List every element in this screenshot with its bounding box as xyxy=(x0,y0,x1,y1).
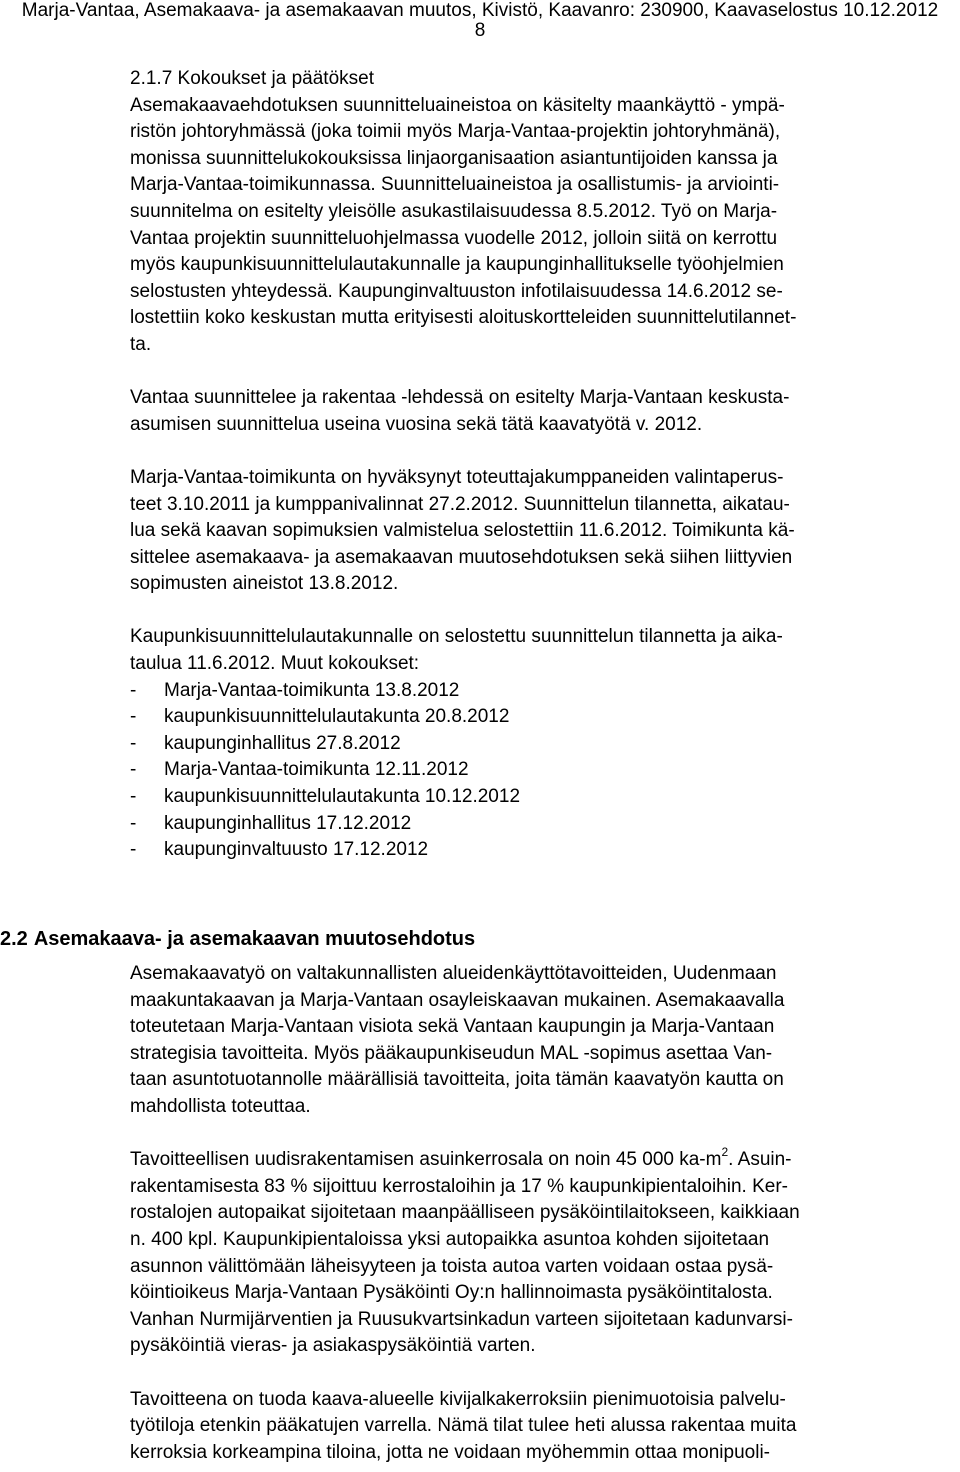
text-line: Marja-Vantaa-toimikunta on hyväksynyt toteuttajakumppaneiden valintaperus- xyxy=(130,466,784,488)
text-line: asumisen suunnittelua useina vuosina sekä tätä kaavatyötä v. 2012. xyxy=(130,413,703,435)
paragraph-services xyxy=(130,1387,958,1467)
text-line: taulua 11.6.2012. Muut kokoukset: xyxy=(130,653,420,675)
text-line: Marja-Vantaa-toimikunnassa. Suunnitteluaineistoa ja osallistumis- ja arviointi- xyxy=(130,174,780,196)
list-item-text: kaupunginhallitus 27.8.2012 xyxy=(164,732,401,754)
paragraph-board xyxy=(130,624,958,677)
text-line: n. 400 kpl. Kaupunkipientaloissa yksi autopaikka asuntoa kohden sijoitetaan xyxy=(130,1228,770,1250)
text-line: ristön johtoryhmässä (joka toimii myös Marja-Vantaa-projektin johtoryhmänä), xyxy=(130,121,781,143)
list-item xyxy=(130,704,958,731)
text-line: pysäköintiä vieras- ja asiakaspysäköintiä varten. xyxy=(130,1335,536,1357)
text-fragment: . Asuin- xyxy=(728,1149,792,1171)
list-item xyxy=(130,678,958,705)
text-line: teet 3.10.2011 ja kumppanivalinnat 27.2.2012. Suunnittelun tilannetta, aikatau- xyxy=(130,493,790,515)
text-line: maakuntakaavan ja Marja-Vantaan osayleiskaavan mukainen. Asemakaavalla xyxy=(130,989,785,1011)
text-line: sopimusten aineistot 13.8.2012. xyxy=(130,573,399,595)
list-item xyxy=(130,731,958,758)
text-line: rostalojen autopaikat sijoitetaan maanpäälliseen pysäköintilaitokseen, kaikkiaan xyxy=(130,1202,800,1224)
text-line: rakentamisesta 83 % sijoittuu kerrostaloihin ja 17 % kaupunkipientaloihin. Ker- xyxy=(130,1175,788,1197)
list-item xyxy=(130,757,958,784)
list-item-text: kaupunginvaltuusto 17.12.2012 xyxy=(164,839,429,861)
text-line: toteutetaan Marja-Vantaan visiota sekä Vantaan kaupungin ja Marja-Vantaan xyxy=(130,1016,775,1038)
text-line: suunnitelma on esitelty yleisölle asukastilaisuudessa 8.5.2012. Työ on Marja- xyxy=(130,200,778,222)
text-line: Vantaa projektin suunnitteluohjelmassa vuodelle 2012, jolloin siitä on kerrottu xyxy=(130,227,778,249)
section-number: 2.2 xyxy=(0,928,28,950)
paragraph-housing xyxy=(130,1144,958,1360)
text-line xyxy=(130,1144,958,1174)
text-line: lua sekä kaavan sopimuksien valmistelua selostettiin 11.6.2012. Toimikunta kä- xyxy=(130,520,795,542)
text-line: Vanhan Nurmijärventien ja Ruusukvartsinkadun varteen sijoitetaan kadunvarsi- xyxy=(130,1308,793,1330)
list-item-text: kaupunkisuunnittelulautakunta 10.12.2012 xyxy=(164,786,521,808)
text-line: Vantaa suunnittelee ja rakentaa -lehdessä on esitelty Marja-Vantaan keskusta- xyxy=(130,387,790,409)
list-item xyxy=(130,837,958,864)
page-number: 8 xyxy=(474,20,486,41)
list-dash: - xyxy=(130,759,137,781)
list-dash: - xyxy=(130,812,137,834)
paragraph-plan-goals xyxy=(130,961,958,1121)
meetings-list xyxy=(130,678,958,864)
text-line: lostettiin koko keskustan mutta erityisesti aloituskortteleiden suunnittelutilannet- xyxy=(130,307,797,329)
text-line: mahdollista toteuttaa. xyxy=(130,1095,311,1117)
text-line: Asemakaavatyö on valtakunnallisten alueidenkäyttötavoitteiden, Uudenmaan xyxy=(130,963,777,984)
list-dash: - xyxy=(130,786,137,808)
text-line: kerroksia korkeampina tiloina, jotta ne voidaan myöhemmin ottaa monipuoli- xyxy=(130,1441,770,1463)
paragraph-meetings-1 xyxy=(130,93,958,359)
text-line: Kaupunkisuunnittelulautakunnalle on selostettu suunnittelun tilannetta ja aika- xyxy=(130,626,783,648)
text-line: Tavoitteena on tuoda kaava-alueelle kivijalkakerroksiin pienimuotoisia palvelu- xyxy=(130,1388,786,1410)
paragraph-newspaper xyxy=(130,385,958,438)
text-line: myös kaupunkisuunnittelulautakunnalle ja kaupunginhallitukselle työohjelmien xyxy=(130,254,784,276)
section-2-1-7 xyxy=(130,66,958,864)
text-line: sittelee asemakaava- ja asemakaavan muutosehdotuksen sekä siihen liittyvien xyxy=(130,546,793,568)
paragraph-committee xyxy=(130,465,958,598)
text-fragment: Tavoitteellisen uudisrakentamisen asuinkerrosala on noin 45 000 ka-m xyxy=(130,1149,722,1171)
section-heading-text: Asemakaava- ja asemakaavan muutosehdotus xyxy=(33,928,476,950)
list-item-text: kaupunkisuunnittelulautakunta 20.8.2012 xyxy=(164,706,510,728)
section-title: 2.1.7 Kokoukset ja päätökset xyxy=(130,68,374,89)
text-line: strategisia tavoitteita. Myös pääkaupunkiseudun MAL -sopimus asettaa Van- xyxy=(130,1042,773,1064)
text-line: ta. xyxy=(130,333,152,355)
text-line: monissa suunnittelukokouksissa linjaorganisaation asiantuntijoiden kanssa ja xyxy=(130,147,778,169)
text-line: asunnon välittömään läheisyyteen ja toista autoa varten voidaan ostaa pysä- xyxy=(130,1255,774,1277)
text-line: työtiloja etenkin pääkatujen varrella. Nämä tilat tulee heti alussa rakentaa muita xyxy=(130,1415,797,1437)
list-item-text: Marja-Vantaa-toimikunta 13.8.2012 xyxy=(164,679,460,701)
list-item-text: Marja-Vantaa-toimikunta 12.11.2012 xyxy=(164,759,469,781)
superscript: 2 xyxy=(721,1144,729,1159)
list-item xyxy=(130,811,958,838)
text-line: selostusten yhteydessä. Kaupunginvaltuuston infotilaisuudessa 14.6.2012 se- xyxy=(130,280,783,302)
text-line: taan asuntotuotannolle määrällisiä tavoitteita, joita tämän kaavatyön kautta on xyxy=(130,1069,784,1091)
list-dash: - xyxy=(130,839,137,861)
list-dash: - xyxy=(130,679,137,701)
text-line: Asemakaavaehdotuksen suunnitteluaineistoa on käsitelty maankäyttö - ympä- xyxy=(130,94,785,116)
list-dash: - xyxy=(130,706,137,728)
section-2-2 xyxy=(130,961,958,1466)
list-item xyxy=(130,784,958,811)
page-header xyxy=(0,0,960,41)
list-dash: - xyxy=(130,732,137,754)
list-item-text: kaupunginhallitus 17.12.2012 xyxy=(164,812,412,834)
header-title: Marja-Vantaa, Asemakaava- ja asemakaavan muutos, Kivistö, Kaavanro: 230900, Kaavaselostus 10.12.2012 xyxy=(21,0,939,21)
section-heading-2-2 xyxy=(0,926,960,952)
text-line: köintioikeus Marja-Vantaan Pysäköinti Oy:n hallinnoimasta pysäköintitalosta. xyxy=(130,1282,773,1304)
